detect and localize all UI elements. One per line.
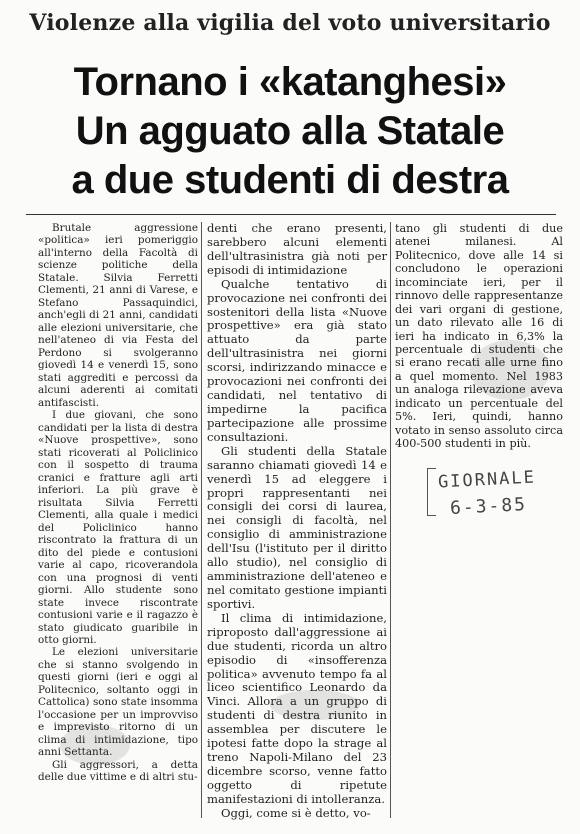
handwritten-source: GIORNALE <box>437 467 537 493</box>
paragraph: Oggi, come si è detto, vo- <box>221 805 371 820</box>
paragraph: I due giovani, che sono candidati per la lista di destra «Nuove prospettive», sono stati ricoverati al Policlinico con il sospetto di trauma cranici e fratture agli arti inferiori. La più grave è risultata Silvia Ferretti Clementi, alla quale i medici del Policlinico hanno riscontrato la frattura di un dito del piede e contusioni varie al capo, ricoverandola con una prognosi di venti giorni. Allo studente sono state invece riscontrate contusioni varie e il ragazzo è stato giudicato guaribile in otto giorni. <box>38 409 198 646</box>
article-column-3 <box>395 222 563 462</box>
paragraph: denti che erano presenti, sarebbero alcuni elementi dell'ultrasinistra già noti per episodi di intimidazione <box>207 221 387 277</box>
handwritten-bracket <box>427 468 436 516</box>
paragraph: tano gli studenti di due atenei milanesi. Al Politecnico, dove alle 14 si concludono le operazioni incominciate ieri, per il rinnovo delle rappresentanze dei vari organi di gestione, un dato rilevato alle 16 di ieri ha indicato in 6,3% la percentuale di studenti che si erano recati alle urne fino a quel momento. Nel 1983 un analoga rilevazione aveva indicato un percentuale del 5%. Ieri, quindi, hanno votato in senso assoluto circa 400-500 studenti in più. <box>395 222 563 450</box>
article-column-2 <box>207 222 387 822</box>
paragraph: Qualche tentativo di provocazione nei confronti dei sostenitori della lista «Nuove prospettive» era già stato attuato da parte dell'ultrasinistra nei giorni scorsi, indirizzando minacce e provocazioni nei confronti dei candidati, nel tentativo di impedirne la pacifica partecipazione alle prossime consultazioni. <box>207 276 387 444</box>
scan-smudge <box>270 690 360 720</box>
scan-smudge <box>60 725 130 765</box>
headline-line: a due studenti di destra <box>71 158 509 202</box>
paragraph: Le elezioni universitarie che si stanno svolgendo in questi giorni (ieri e oggi al Politecnico, soltanto oggi in Cattolica) sono state insomma l'occasione per un improvviso e imprevisto ritorno di un clima di intimidazione, tipo anni Settanta. <box>38 646 198 759</box>
paragraph: Brutale aggressione «politica» ieri pomeriggio all'interno della Facoltà di scienze politiche della Statale. Silvia Ferretti Clementi, 21 anni di Varese, e Stefano Passaquindici, anch'egli di 21 anni, candidati alle elezioni universitarie, che nell'ateneo di via Festa del Perdono si svolgeranno giovedì 14 e venerdì 15, sono stati aggrediti e percossi da alcuni aderenti ai comitati antifascisti. <box>38 222 198 409</box>
paragraph: Gli studenti della Statale saranno chiamati giovedì 14 e venerdì 15 ad eleggere i propri rappresentanti nei consigli dei corsi di laurea, nei consigli di facoltà, nel consiglio di amministrazione dell'Isu (l'istituto per il diritto allo studio), nel consiglio di amministrazione dell'ateneo e nel comitato gestione impianti sportivi. <box>207 443 387 611</box>
headline-line: Un agguato alla Statale <box>75 109 505 153</box>
scan-smudge <box>470 340 550 400</box>
column-divider <box>390 222 391 818</box>
paragraph: Gli aggressori, a detta delle due vittime e di altri stu- <box>38 758 198 784</box>
kicker: Violenze alla vigilia del voto universitario <box>29 10 551 36</box>
headline-rule <box>26 214 556 215</box>
headline <box>14 58 566 205</box>
handwritten-date: 6-3-85 <box>449 493 528 520</box>
column-divider <box>201 222 202 818</box>
paragraph: Il clima di intimidazione, riproposto dall'aggressione ai due studenti, ricorda un altro episodio di «insofferenza politica» avvenuto tempo fa al liceo scientifico Leonardo da Vinci. Allora a un gruppo di studenti di destra riunito in assemblea per discutere le ipotesi fatte dopo la strage al treno Napoli-Milano del 23 dicembre scorso, venne fatto oggetto di ripetute manifestazioni di intolleranza. <box>207 610 387 806</box>
headline-line: Tornano i «katanghesi» <box>73 60 507 104</box>
